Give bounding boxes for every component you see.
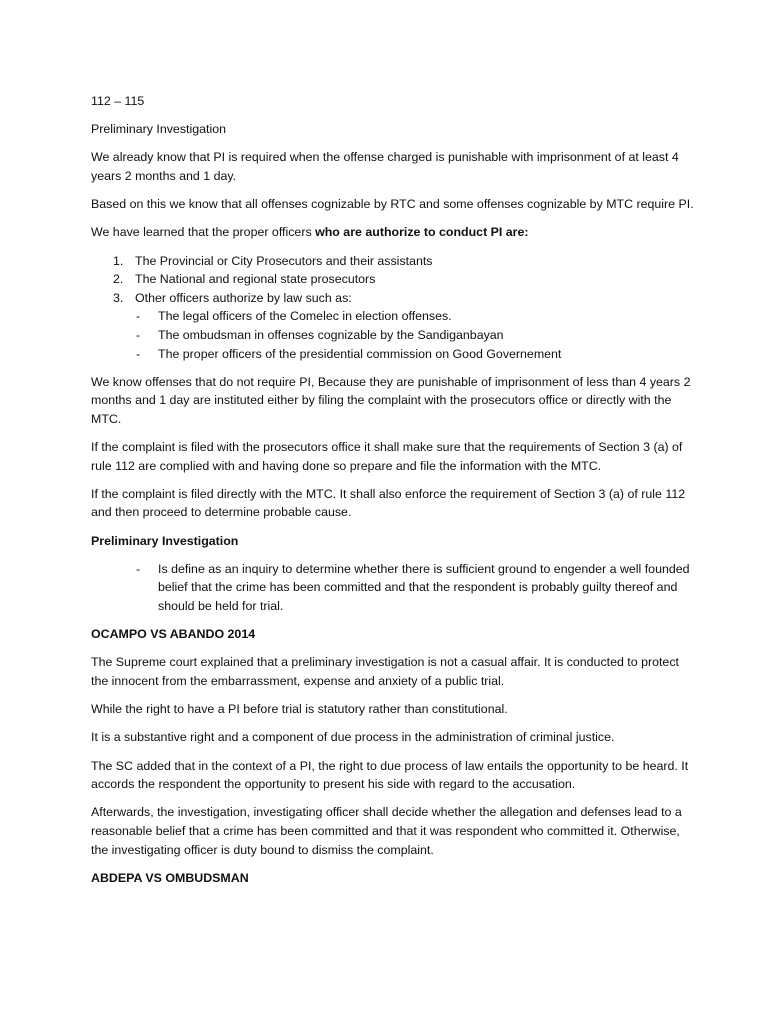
list-item	[91, 289, 698, 363]
list-item-text: The National and regional state prosecutors	[135, 272, 376, 287]
case-heading-abdepa: ABDEPA VS OMBUDSMAN	[91, 870, 249, 885]
dash-bullet: -	[136, 327, 141, 342]
paragraph-case1-5: Afterwards, the investigation, investigating officer shall decide whether the allegation and defenses lead to a reasonable belief that a crime has been committed and that it was respondent who committed it. Otherwise, the investigating officer is duty bound to dismiss the complaint.	[91, 805, 682, 857]
dash-bullet: -	[136, 346, 141, 361]
sub-list-item-text: The ombudsman in offenses cognizable by the Sandiganbayan	[158, 327, 504, 342]
paragraph-case1-1: The Supreme court explained that a preliminary investigation is not a casual affair. It is conducted to protect the innocent from the embarrassment, expense and anxiety of a public trial.	[91, 655, 679, 688]
officers-list	[91, 252, 698, 364]
list-number: 1.	[113, 253, 124, 268]
definition-text: Is define as an inquiry to determine whether there is sufficient ground to engender a well founded belief that the crime has been committed and that the respondent is probably guilty thereof and should be held for trial.	[158, 561, 690, 613]
list-number: 3.	[113, 290, 124, 305]
sub-list-item	[91, 307, 698, 326]
other-officers-list	[91, 307, 698, 363]
sub-list-item-text: The proper officers of the presidential commission on Good Governement	[158, 346, 562, 361]
definition-item	[91, 560, 698, 616]
page-header: 112 – 115	[91, 94, 145, 108]
case-heading-ocampo: OCAMPO VS ABANDO 2014	[91, 627, 256, 642]
sub-list-item	[91, 326, 698, 345]
list-item	[91, 252, 698, 271]
list-number: 2.	[113, 272, 124, 287]
list-item-text: The Provincial or City Prosecutors and their assistants	[135, 253, 433, 268]
dash-bullet: -	[136, 561, 141, 576]
definition-list	[91, 560, 698, 616]
paragraph-rtc-mtc: Based on this we know that all offenses cognizable by RTC and some offenses cognizable by MTC require PI.	[91, 197, 694, 212]
officers-intro-bold-text: who are authorize to conduct PI are:	[315, 225, 529, 240]
paragraph-case1-4: The SC added that in the context of a PI, the right to due process of law entails the opportunity to be heard. It accords the respondent the opportunity to present his side with regard to the accusation.	[91, 758, 689, 792]
paragraph-no-pi: We know offenses that do not require PI, Because they are punishable of imprisonment of less than 4 years 2 months and 1 day are instituted either by filing the complaint with the prosecutors office or directly with the MTC.	[91, 374, 691, 426]
definition-heading: Preliminary Investigation	[91, 533, 239, 548]
section-title: Preliminary Investigation	[91, 122, 226, 137]
sub-list-item	[91, 345, 698, 364]
paragraph-pi-required: We already know that PI is required when the offense charged is punishable with imprisonment of at least 4 years 2 months and 1 day.	[91, 150, 679, 183]
officers-intro-text: We have learned that the proper officers	[91, 225, 316, 240]
dash-bullet: -	[136, 309, 141, 324]
paragraph-prosecutor: If the complaint is filed with the prosecutors office it shall make sure that the requirements of Section 3 (a) of rule 112 are complied with and having done so prepare and file the information with the MTC.	[91, 440, 683, 473]
paragraph-officers-intro	[91, 223, 698, 242]
paragraph-case1-3: It is a substantive right and a component of due process in the administration of criminal justice.	[91, 730, 615, 745]
paragraph-mtc: If the complaint is filed directly with the MTC. It shall also enforce the requirement of Section 3 (a) of rule 112 and then proceed to determine probable cause.	[91, 486, 686, 520]
paragraph-case1-2: While the right to have a PI before trial is statutory rather than constitutional.	[91, 702, 508, 717]
list-item-text: Other officers authorize by law such as:	[135, 290, 352, 305]
list-item	[91, 270, 698, 289]
sub-list-item-text: The legal officers of the Comelec in election offenses.	[158, 309, 452, 324]
